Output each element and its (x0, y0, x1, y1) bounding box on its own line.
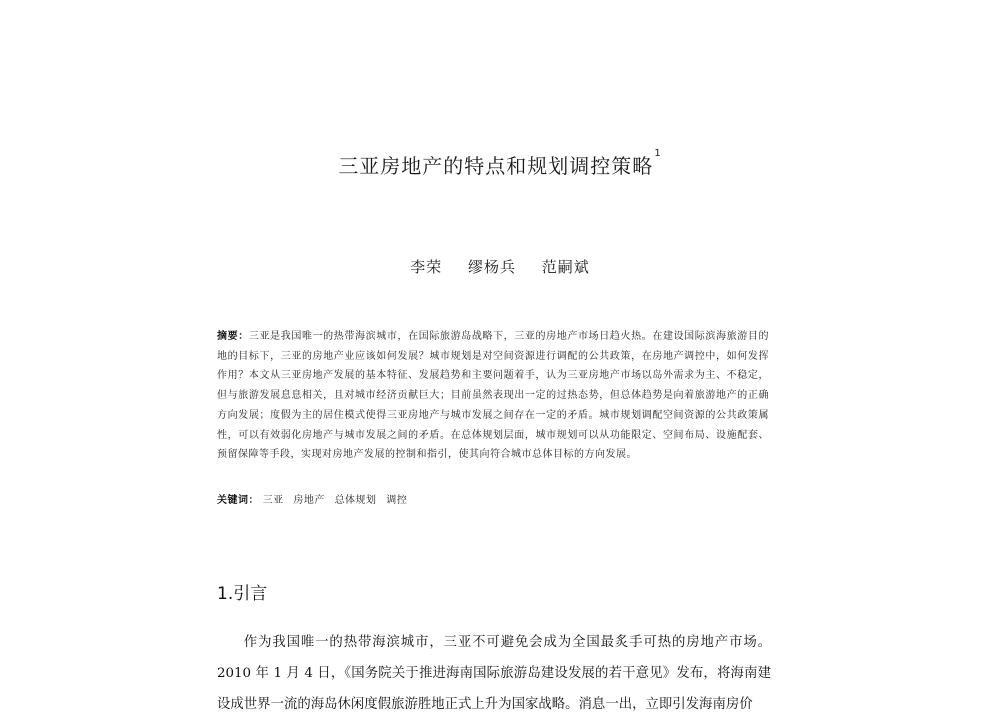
keyword: 调控 (386, 495, 408, 506)
paper-title-text: 三亚房地产的特点和规划调控策略 (338, 154, 654, 178)
author-list (0, 256, 1000, 277)
author-name: 范嗣斌 (541, 258, 590, 276)
abstract (217, 327, 769, 465)
keyword: 三亚 (262, 495, 284, 506)
paper-title (0, 150, 1000, 179)
title-footnote-marker: 1 (654, 148, 662, 159)
section-heading-introduction: 1.引言 (217, 584, 268, 604)
keywords-label: 关键词： (217, 495, 259, 506)
author-name: 缪杨兵 (467, 258, 516, 276)
author-name: 李荣 (410, 258, 443, 276)
abstract-text: 三亚是我国唯一的热带海滨城市，在国际旅游岛战略下，三亚的房地产市场日趋火热。在建设国际滨海旅游目的地的目标下，三亚的房地产业应该如何发展？城市规划是对空间资源进行调配的公共政策，在房地产调控中，如何发挥作用？本文从三亚房地产发展的基本特征、发展趋势和主要问题着手，认为三亚房地产市场以岛外需求为主、不稳定，但与旅游发展息息相关，且对城市经济贡献巨大；目前虽然表现出一定的过热态势，但总体趋势是向着旅游地产的正确方向发展；度假为主的居住模式使得三亚房地产与城市发展之间存在一定的矛盾。城市规划调配空间资源的公共政策属性，可以有效弱化房地产与城市发展之间的矛盾。在总体规划层面，城市规划可以从功能限定、空间布局、设施配套、预留保障等手段，实现对房地产发展的控制和指引，使其向符合城市总体目标的方向发展。 (217, 331, 770, 461)
abstract-label: 摘要： (217, 331, 249, 342)
keyword: 总体规划 (334, 495, 377, 506)
keywords (217, 492, 769, 510)
keyword: 房地产 (293, 495, 325, 506)
body-paragraph: 作为我国唯一的热带海滨城市，三亚不可避免会成为全国最炙手可热的房地产市场。2010 年 1 月 4 日，《国务院关于推进海南国际旅游岛建设发展的若干意见》发布，将海南建设成世界一流的海岛休闲度假旅游胜地正式上升为国家战略。消息一出，立即引发海南房价 (217, 635, 771, 712)
